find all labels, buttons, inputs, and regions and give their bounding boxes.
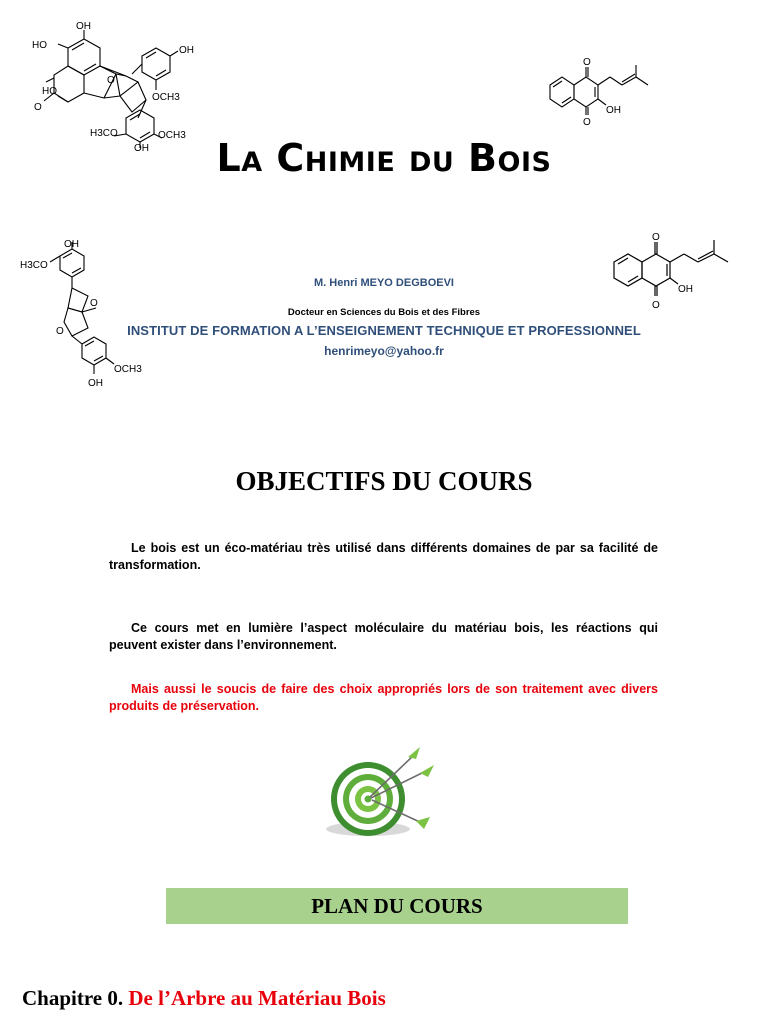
molecule-label: OH xyxy=(134,143,149,154)
author-degree: Docteur en Sciences du Bois et des Fibres xyxy=(287,307,481,318)
plan-heading: PLAN DU COURS xyxy=(311,893,483,918)
molecule-mid-right xyxy=(608,226,738,312)
molecule-label: OH xyxy=(606,105,621,116)
chapter-number: Chapitre 0. xyxy=(22,986,124,1010)
molecule-label: OH xyxy=(76,21,91,32)
molecule-label: OCH3 xyxy=(114,364,142,375)
objective-paragraph-highlight: Mais aussi le soucis de faire des choix appropriés lors de son traitement avec divers produits de préservation. xyxy=(109,682,658,713)
molecule-label: H3CO xyxy=(90,128,118,139)
author-institute: INSTITUT DE FORMATION A L’ENSEIGNEMENT TECHNIQUE ET PROFESSIONNEL xyxy=(127,323,641,338)
molecule-label: OCH3 xyxy=(158,130,186,141)
molecule-label: O xyxy=(34,102,42,113)
objective-paragraph: Ce cours met en lumière l’aspect moléculaire du matériau bois, les réactions qui peuvent exister dans l’environnement. xyxy=(109,621,658,652)
molecule-label: OH xyxy=(88,378,103,389)
molecule-label: OH xyxy=(678,284,693,295)
molecule-label: O xyxy=(90,298,98,309)
molecule-label: HO xyxy=(32,40,47,51)
molecule-label: O xyxy=(652,232,660,243)
molecule-label: H3CO xyxy=(20,260,48,271)
molecule-label: O xyxy=(652,300,660,311)
page-title: La Chimie du Bois xyxy=(216,136,552,180)
chapter-line xyxy=(22,986,386,1011)
molecule-label: O xyxy=(107,75,115,86)
objective-paragraph: Le bois est un éco-matériau très utilisé dans différents domaines de par sa facilité de transformation. xyxy=(109,541,658,572)
molecule-label: HO xyxy=(42,86,57,97)
author-email-link[interactable]: henrimeyo@yahoo.fr xyxy=(324,344,444,358)
molecule-top-right xyxy=(544,55,664,127)
molecule-label: O xyxy=(583,117,591,127)
plan-banner xyxy=(166,888,628,924)
objectives-heading: OBJECTIFS DU COURS xyxy=(235,466,533,496)
molecule-label: O xyxy=(583,57,591,68)
molecule-label: OCH3 xyxy=(152,92,180,103)
molecule-label: OH xyxy=(179,45,194,56)
target-with-arrows-icon xyxy=(316,745,440,846)
author-name: M. Henri MEYO DEGBOEVI xyxy=(314,277,454,289)
chapter-title: De l’Arbre au Matériau Bois xyxy=(128,986,386,1010)
molecule-label: O xyxy=(56,326,64,337)
molecule-label: OH xyxy=(64,239,79,250)
